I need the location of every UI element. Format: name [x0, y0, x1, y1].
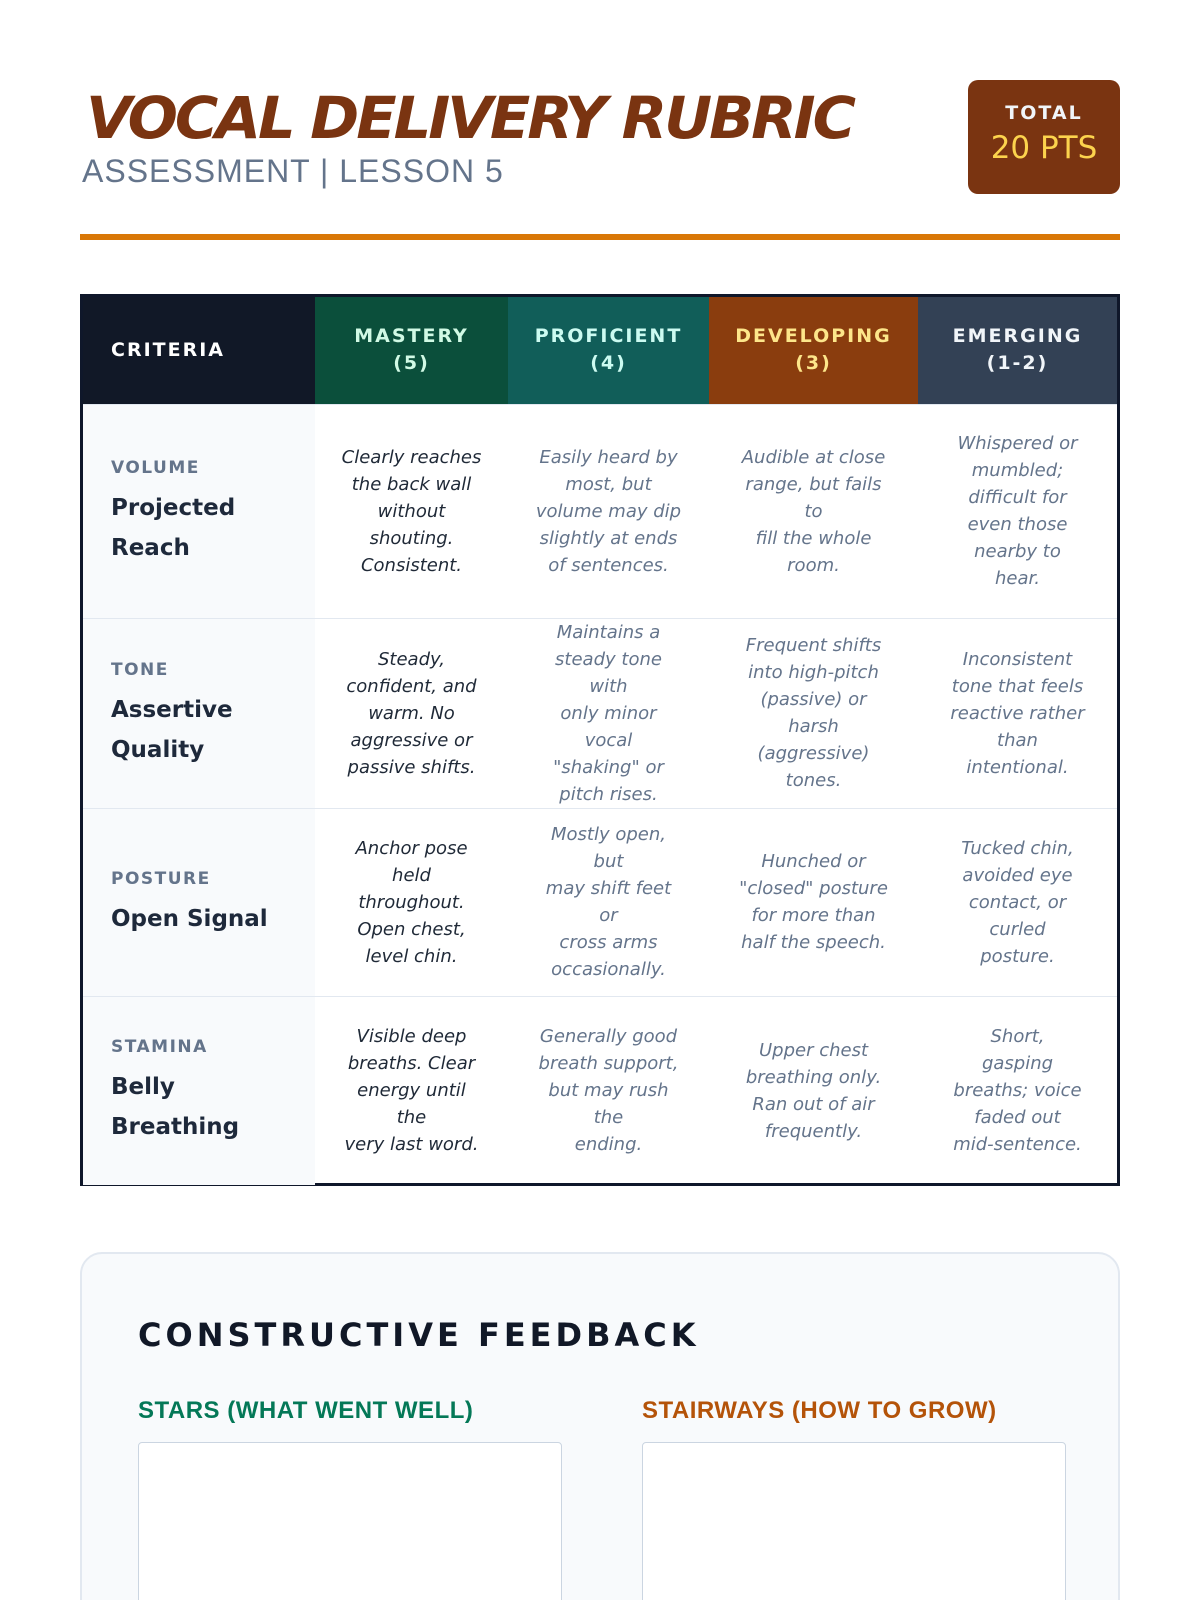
- level-cell-proficient: [508, 618, 709, 808]
- page-title: VOCAL DELIVERY RUBRIC: [86, 84, 853, 152]
- stairways-label: STAIRWAYS (HOW TO GROW): [642, 1397, 997, 1424]
- criterion-name: [111, 899, 305, 939]
- level-text: posture.: [980, 945, 1055, 967]
- level-text: Hunched or: [761, 851, 866, 872]
- level-text: room.: [787, 554, 840, 576]
- level-text: contact, or: [968, 891, 1067, 913]
- level-text: tone that feels: [951, 675, 1084, 697]
- column-header-proficient: [508, 297, 709, 404]
- level-cell-developing: [709, 996, 918, 1185]
- level-text: Anchor pose: [355, 837, 468, 859]
- level-text: faded out: [974, 1107, 1061, 1129]
- level-text: avoided eye: [962, 864, 1073, 886]
- level-text: ending.: [574, 1134, 643, 1156]
- level-text: Mostly open, but: [551, 824, 666, 872]
- rubric-table: [80, 294, 1120, 1186]
- level-text: steady tone with: [555, 648, 662, 697]
- level-text: pitch rises.: [559, 783, 658, 805]
- criterion-cell: [83, 404, 315, 618]
- level-text: intentional.: [966, 756, 1069, 778]
- criterion-name-line: Quality: [111, 736, 205, 763]
- level-cell-mastery: [315, 996, 508, 1185]
- criterion-name-line: Reach: [111, 534, 190, 561]
- level-text: may shift feet or: [545, 878, 672, 926]
- feedback-section: [80, 1252, 1120, 1600]
- column-header-emerging: [918, 297, 1117, 404]
- level-text: (passive) or harsh: [760, 689, 867, 737]
- header-divider: [80, 234, 1120, 240]
- stars-feedback-field[interactable]: [138, 1442, 562, 1600]
- total-label: TOTAL: [1005, 102, 1083, 124]
- level-text: hear.: [995, 568, 1040, 589]
- rubric-row-tone: [83, 618, 1117, 808]
- level-text: very last word.: [344, 1134, 479, 1156]
- level-cell-developing: [709, 404, 918, 618]
- level-text: difficult for: [968, 487, 1067, 508]
- total-value: 20 PTS: [990, 130, 1098, 166]
- level-text: Steady,: [378, 648, 445, 670]
- column-header-label: PROFICIENT: [534, 325, 683, 348]
- level-text: throughout.: [358, 891, 465, 913]
- level-text: "shaking" or: [553, 756, 664, 778]
- level-cell-mastery: [315, 808, 508, 996]
- level-text: Short,: [990, 1026, 1045, 1048]
- criterion-name-line: Belly: [111, 1074, 175, 1101]
- level-text: shouting.: [369, 527, 454, 549]
- level-text: tones.: [785, 770, 842, 791]
- column-header-criteria: [83, 297, 315, 404]
- rubric-row-posture: [83, 808, 1117, 996]
- level-text: Ran out of air: [752, 1093, 875, 1115]
- level-text: energy until the: [357, 1080, 466, 1129]
- level-cell-emerging: [918, 996, 1117, 1185]
- level-text: occasionally.: [551, 959, 666, 980]
- level-text: Open chest,: [357, 918, 466, 940]
- level-text: half the speech.: [741, 932, 886, 953]
- column-header-points: (1-2): [986, 352, 1049, 375]
- level-text: curled: [989, 918, 1046, 940]
- level-text: breaths. Clear: [347, 1053, 476, 1075]
- level-text: mumbled;: [971, 460, 1064, 481]
- stars-label: STARS (WHAT WENT WELL): [138, 1397, 474, 1424]
- criterion-name-line: Projected: [111, 494, 236, 521]
- criterion-name: [111, 1067, 305, 1147]
- page-subtitle: ASSESSMENT | LESSON 5: [82, 153, 504, 189]
- level-text: only minor vocal: [560, 702, 657, 751]
- level-text: volume may dip: [535, 500, 682, 522]
- criterion-name: [111, 690, 305, 770]
- level-text: of sentences.: [548, 554, 669, 576]
- rubric-row-volume: [83, 404, 1117, 618]
- level-text: for more than: [751, 905, 876, 926]
- page-header: [80, 80, 1120, 200]
- level-text: breaths; voice: [953, 1080, 1082, 1102]
- level-text: held: [392, 864, 431, 886]
- level-cell-emerging: [918, 808, 1117, 996]
- feedback-title: CONSTRUCTIVE FEEDBACK: [138, 1316, 700, 1354]
- criterion-tag: POSTURE: [111, 868, 211, 889]
- level-text: frequently.: [764, 1120, 863, 1142]
- criterion-cell: [83, 996, 315, 1185]
- level-text: level chin.: [365, 945, 458, 967]
- level-text: most, but: [565, 473, 652, 495]
- column-header-points: (4): [590, 352, 627, 375]
- level-text: aggressive or: [350, 729, 473, 751]
- level-cell-mastery: [315, 404, 508, 618]
- level-text: passive shifts.: [347, 756, 476, 778]
- total-points-badge: [968, 80, 1120, 194]
- level-text: into high-pitch: [748, 662, 879, 683]
- level-text: Upper chest: [758, 1039, 869, 1061]
- level-text: Whispered or: [957, 433, 1078, 454]
- level-text: fill the whole: [755, 527, 872, 549]
- column-header-points: (5): [393, 352, 430, 375]
- criterion-name-line: Breathing: [111, 1114, 240, 1141]
- stairways-feedback-field[interactable]: [642, 1442, 1066, 1600]
- criterion-cell: [83, 808, 315, 996]
- criterion-name-line: Assertive: [111, 696, 233, 723]
- level-text: nearby to: [974, 541, 1061, 562]
- level-text: Consistent.: [360, 554, 463, 576]
- level-cell-mastery: [315, 618, 508, 808]
- column-header-mastery: [315, 297, 508, 404]
- level-cell-proficient: [508, 404, 709, 618]
- level-text: slightly at ends: [539, 527, 678, 549]
- level-text: Audible at close: [741, 446, 886, 468]
- criterion-tag: TONE: [111, 659, 169, 680]
- level-cell-developing: [709, 618, 918, 808]
- level-text: but may rush the: [548, 1080, 669, 1129]
- level-text: the back wall: [351, 473, 472, 495]
- level-text: breathing only.: [745, 1066, 882, 1088]
- level-text: range, but fails to: [745, 473, 882, 522]
- level-cell-proficient: [508, 808, 709, 996]
- level-text: gasping: [981, 1053, 1054, 1075]
- criterion-tag: VOLUME: [111, 457, 200, 478]
- criterion-cell: [83, 618, 315, 808]
- rubric-header-row: [83, 297, 1117, 404]
- column-header-label: DEVELOPING: [735, 325, 892, 348]
- level-cell-developing: [709, 808, 918, 996]
- level-text: Easily heard by: [539, 446, 678, 468]
- level-text: Inconsistent: [962, 648, 1073, 670]
- criterion-tag: STAMINA: [111, 1037, 208, 1058]
- level-text: Tucked chin,: [961, 837, 1074, 859]
- column-header-label: MASTERY: [354, 325, 469, 348]
- criterion-name: [111, 488, 305, 568]
- level-text: reactive rather: [950, 702, 1085, 724]
- level-text: warm. No: [368, 702, 455, 724]
- level-text: Clearly reaches: [341, 446, 482, 468]
- level-text: confident, and: [346, 675, 477, 697]
- column-header-points: (3): [795, 352, 832, 375]
- level-text: mid-sentence.: [953, 1134, 1082, 1156]
- column-header-developing: [709, 297, 918, 404]
- level-text: Maintains a: [556, 621, 661, 643]
- level-text: Generally good: [539, 1026, 678, 1048]
- level-cell-emerging: [918, 618, 1117, 808]
- level-text: "closed" posture: [739, 878, 888, 899]
- level-text: Frequent shifts: [745, 635, 882, 656]
- level-cell-proficient: [508, 996, 709, 1185]
- rubric-row-stamina: [83, 996, 1117, 1185]
- criterion-name-line: Open Signal: [111, 905, 268, 932]
- level-text: even those: [967, 514, 1068, 535]
- level-text: cross arms: [559, 932, 658, 953]
- column-header-label: EMERGING: [952, 325, 1083, 348]
- level-text: breath support,: [538, 1053, 679, 1075]
- level-text: (aggressive): [757, 743, 870, 764]
- column-header-label: CRITERIA: [111, 338, 225, 361]
- level-text: Visible deep: [356, 1026, 467, 1048]
- level-text: without: [377, 500, 446, 522]
- level-text: than: [997, 729, 1038, 751]
- level-cell-emerging: [918, 404, 1117, 618]
